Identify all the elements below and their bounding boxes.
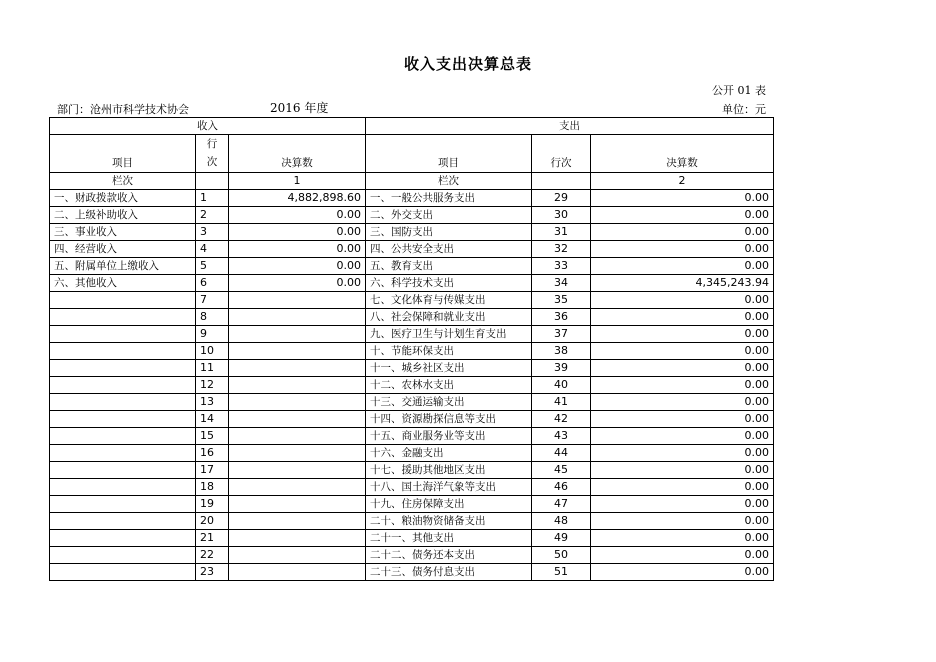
expense-amount-cell: 0.00 [591,326,774,343]
income-amount-cell [229,394,366,411]
expense-amount-cell: 0.00 [591,428,774,445]
unit-label: 单位：元 [722,103,766,116]
expense-amount-cell: 0.00 [591,241,774,258]
table-row [50,496,774,513]
expense-amount-cell: 0.00 [591,190,774,207]
department-label: 部门：沧州市科学技术协会 [57,103,189,116]
income-row-no-cell: 11 [196,360,229,377]
income-amount-cell [229,547,366,564]
income-item-cell [50,530,196,547]
expense-row-no-cell: 51 [532,564,591,581]
income-amount-cell [229,530,366,547]
expense-row-no-cell: 40 [532,377,591,394]
income-item-cell [50,428,196,445]
income-amount-cell: 0.00 [229,275,366,292]
expense-amount-cell: 0.00 [591,309,774,326]
income-item-cell [50,513,196,530]
expense-amount-cell: 4,345,243.94 [591,275,774,292]
expense-item-cell: 二十三、债务付息支出 [366,564,532,581]
table-row [50,564,774,581]
income-row-no-cell: 1 [196,190,229,207]
header-row-column-index [50,173,774,190]
income-amount-cell: 0.00 [229,258,366,275]
income-amount-cell [229,326,366,343]
income-row-no-cell: 9 [196,326,229,343]
budget-summary-table [49,117,774,581]
expense-row-no-cell: 41 [532,394,591,411]
report-title: 收入支出决算总表 [403,55,532,73]
expense-item-header: 项目 [366,135,532,173]
income-amount-cell [229,343,366,360]
expense-row-no-cell: 44 [532,445,591,462]
expense-column-label: 栏次 [366,173,532,190]
income-item-cell: 三、事业收入 [50,224,196,241]
expense-column-label-blank [532,173,591,190]
expense-row-no-cell: 31 [532,224,591,241]
income-item-cell [50,411,196,428]
income-amount-cell [229,292,366,309]
income-item-cell [50,360,196,377]
header-row-columns [50,135,774,173]
expense-item-cell: 十、节能环保支出 [366,343,532,360]
income-item-cell: 六、其他收入 [50,275,196,292]
income-amount-cell: 0.00 [229,224,366,241]
income-row-no-cell: 22 [196,547,229,564]
expense-item-cell: 十三、交通运输支出 [366,394,532,411]
table-row [50,445,774,462]
expense-row-no-cell: 38 [532,343,591,360]
expense-item-cell: 十六、金融支出 [366,445,532,462]
expense-item-cell: 三、国防支出 [366,224,532,241]
income-item-cell [50,292,196,309]
expense-item-cell: 十一、城乡社区支出 [366,360,532,377]
expense-row-no-cell: 34 [532,275,591,292]
income-row-no-cell: 3 [196,224,229,241]
income-item-cell [50,547,196,564]
income-amount-cell [229,462,366,479]
expense-amount-cell: 0.00 [591,547,774,564]
income-item-cell [50,326,196,343]
expense-row-no-cell: 46 [532,479,591,496]
expense-item-cell: 二、外交支出 [366,207,532,224]
expense-item-cell: 六、科学技术支出 [366,275,532,292]
income-row-no-cell: 23 [196,564,229,581]
income-amount-cell: 0.00 [229,207,366,224]
expense-row-no-cell: 45 [532,462,591,479]
expense-item-cell: 十七、援助其他地区支出 [366,462,532,479]
income-row-no-cell: 5 [196,258,229,275]
income-amount-cell [229,360,366,377]
expense-amount-cell: 0.00 [591,462,774,479]
income-row-no-cell: 19 [196,496,229,513]
income-row-no-cell: 13 [196,394,229,411]
expense-item-cell: 七、文化体育与传媒支出 [366,292,532,309]
expense-row-no-cell: 33 [532,258,591,275]
income-item-header: 项目 [50,135,196,173]
income-item-cell [50,564,196,581]
income-item-cell [50,377,196,394]
fiscal-year: 2016 年度 [270,101,329,115]
expense-amount-cell: 0.00 [591,411,774,428]
expense-amount-cell: 0.00 [591,224,774,241]
income-amount-cell: 0.00 [229,241,366,258]
income-row-no-cell: 20 [196,513,229,530]
expense-item-cell: 八、社会保障和就业支出 [366,309,532,326]
table-row [50,207,774,224]
expense-amount-cell: 0.00 [591,377,774,394]
income-row-no-cell: 2 [196,207,229,224]
expense-amount-cell: 0.00 [591,343,774,360]
income-column-index: 1 [229,173,366,190]
table-row [50,190,774,207]
table-row [50,479,774,496]
expense-item-cell: 十二、农林水支出 [366,377,532,394]
income-item-cell: 一、财政拨款收入 [50,190,196,207]
table-row [50,411,774,428]
row-no-header-line2: 次 [206,156,218,168]
income-row-no-cell: 16 [196,445,229,462]
expense-amount-cell: 0.00 [591,496,774,513]
table-row [50,309,774,326]
income-item-cell [50,496,196,513]
expense-row-no-cell: 43 [532,428,591,445]
income-amount-cell: 4,882,898.60 [229,190,366,207]
income-row-no-cell: 4 [196,241,229,258]
income-row-no-cell: 21 [196,530,229,547]
expense-amount-cell: 0.00 [591,292,774,309]
table-row [50,462,774,479]
expense-section-header: 支出 [366,118,774,135]
expense-amount-cell: 0.00 [591,564,774,581]
expense-item-cell: 一、一般公共服务支出 [366,190,532,207]
income-row-no-cell: 18 [196,479,229,496]
income-item-cell [50,445,196,462]
income-item-cell [50,343,196,360]
income-row-no-header [196,135,229,173]
income-row-no-cell: 14 [196,411,229,428]
table-row [50,530,774,547]
expense-amount-cell: 0.00 [591,530,774,547]
table-row [50,326,774,343]
income-row-no-cell: 15 [196,428,229,445]
expense-row-no-cell: 47 [532,496,591,513]
table-row [50,428,774,445]
expense-row-no-header: 行次 [532,135,591,173]
expense-amount-cell: 0.00 [591,513,774,530]
table-row [50,547,774,564]
income-column-label-blank [196,173,229,190]
income-amount-cell [229,445,366,462]
expense-row-no-cell: 29 [532,190,591,207]
income-amount-cell [229,513,366,530]
expense-row-no-cell: 42 [532,411,591,428]
income-item-cell: 二、上级补助收入 [50,207,196,224]
income-item-cell: 四、经营收入 [50,241,196,258]
row-no-header-line1: 行 [206,138,218,150]
income-item-cell [50,394,196,411]
expense-amount-cell: 0.00 [591,394,774,411]
expense-row-no-cell: 35 [532,292,591,309]
income-amount-cell [229,428,366,445]
expense-row-no-cell: 49 [532,530,591,547]
table-row [50,513,774,530]
expense-item-cell: 二十、粮油物资储备支出 [366,513,532,530]
income-column-label: 栏次 [50,173,196,190]
table-row [50,224,774,241]
table-row [50,343,774,360]
expense-row-no-cell: 39 [532,360,591,377]
income-amount-cell [229,479,366,496]
expense-row-no-cell: 50 [532,547,591,564]
expense-item-cell: 四、公共安全支出 [366,241,532,258]
expense-amount-cell: 0.00 [591,445,774,462]
income-row-no-cell: 8 [196,309,229,326]
table-row [50,377,774,394]
table-row [50,241,774,258]
income-row-no-cell: 7 [196,292,229,309]
expense-row-no-cell: 30 [532,207,591,224]
income-amount-cell [229,377,366,394]
expense-amount-cell: 0.00 [591,360,774,377]
table-row [50,275,774,292]
expense-row-no-cell: 36 [532,309,591,326]
expense-item-cell: 九、医疗卫生与计划生育支出 [366,326,532,343]
table-row [50,394,774,411]
income-amount-cell [229,564,366,581]
expense-item-cell: 二十一、其他支出 [366,530,532,547]
expense-row-no-cell: 32 [532,241,591,258]
income-item-cell [50,462,196,479]
expense-amount-cell: 0.00 [591,258,774,275]
expense-row-no-cell: 37 [532,326,591,343]
expense-amount-header: 决算数 [591,135,774,173]
income-amount-header: 决算数 [229,135,366,173]
header-row-sections [50,118,774,135]
income-row-no-cell: 10 [196,343,229,360]
income-row-no-cell: 6 [196,275,229,292]
income-item-cell [50,479,196,496]
income-section-header: 收入 [50,118,366,135]
income-amount-cell [229,496,366,513]
expense-item-cell: 十九、住房保障支出 [366,496,532,513]
income-amount-cell [229,309,366,326]
expense-item-cell: 五、教育支出 [366,258,532,275]
expense-row-no-cell: 48 [532,513,591,530]
expense-amount-cell: 0.00 [591,207,774,224]
income-row-no-cell: 12 [196,377,229,394]
income-row-no-cell: 17 [196,462,229,479]
form-number: 公开 01 表 [712,84,766,97]
expense-item-cell: 十八、国土海洋气象等支出 [366,479,532,496]
income-item-cell: 五、附属单位上缴收入 [50,258,196,275]
expense-amount-cell: 0.00 [591,479,774,496]
table-row [50,258,774,275]
table-row [50,292,774,309]
table-row [50,360,774,377]
income-item-cell [50,309,196,326]
income-amount-cell [229,411,366,428]
expense-item-cell: 十五、商业服务业等支出 [366,428,532,445]
expense-item-cell: 十四、资源勘探信息等支出 [366,411,532,428]
expense-column-index: 2 [591,173,774,190]
expense-item-cell: 二十二、债务还本支出 [366,547,532,564]
